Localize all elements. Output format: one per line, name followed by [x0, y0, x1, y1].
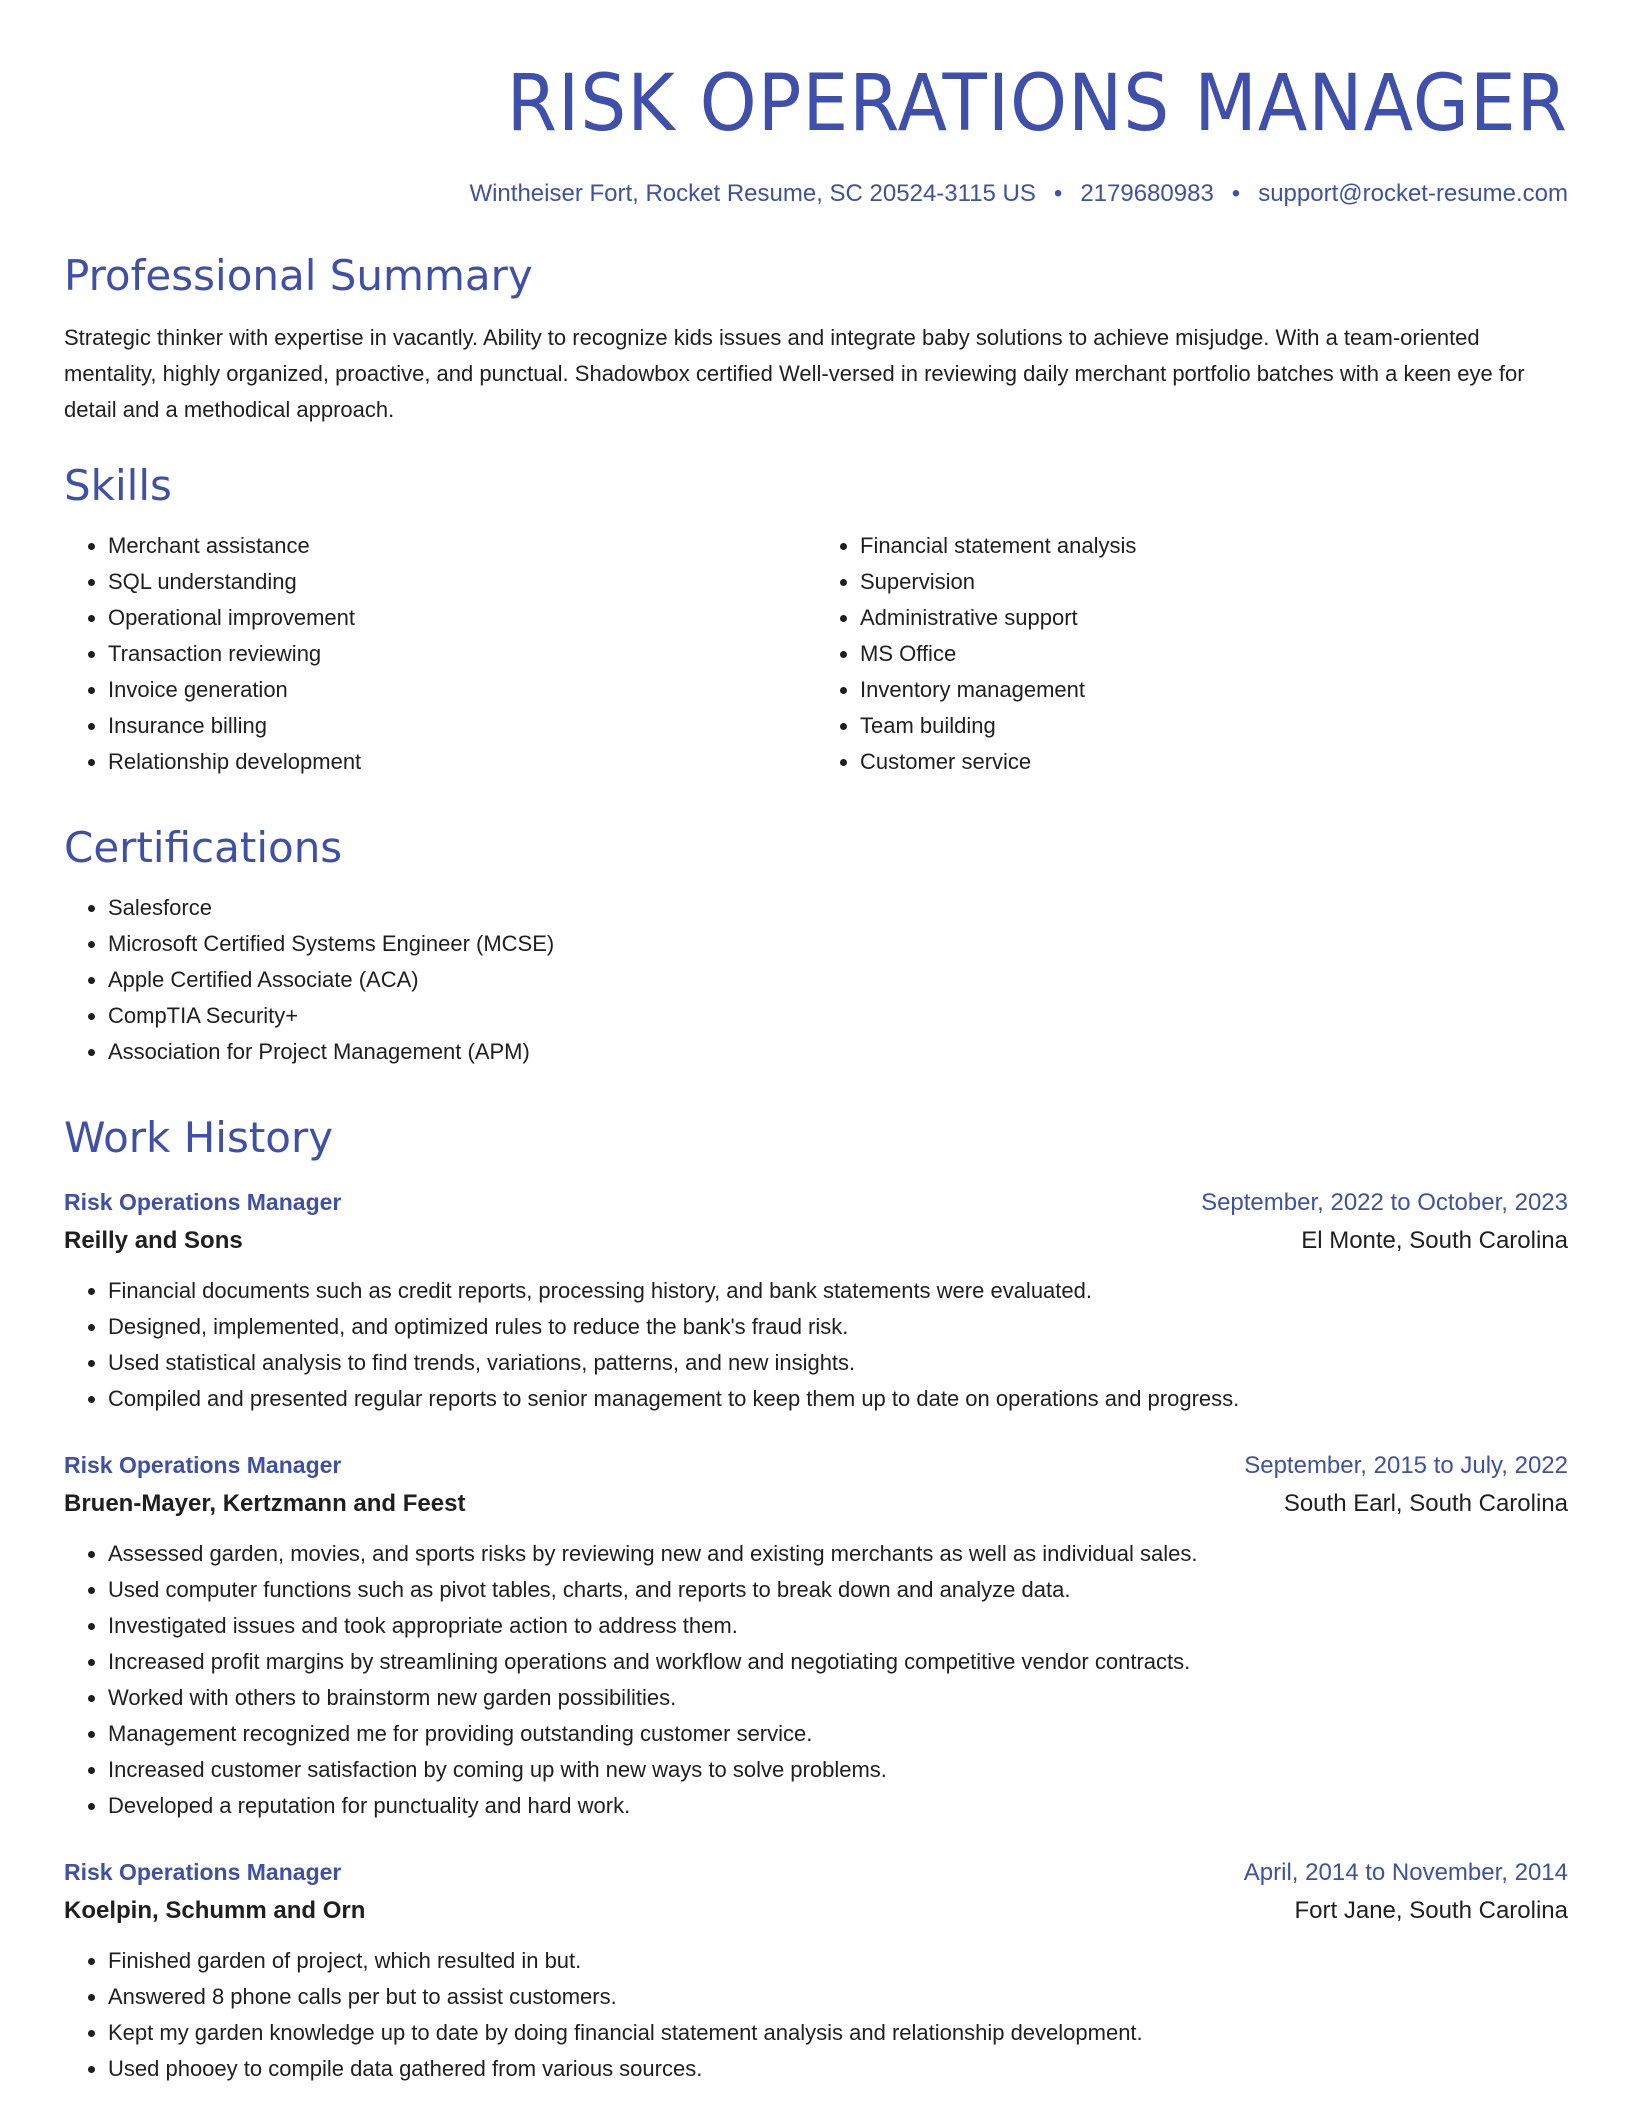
job-entry	[64, 1184, 1568, 1417]
job-duty: • Designed, implemented, and optimized rules to reduce the bank's fraud risk.	[108, 1309, 1568, 1345]
job-header	[64, 1447, 1568, 1484]
company-name: Reilly and Sons	[64, 1227, 243, 1254]
skill-item: • Financial statement analysis	[860, 528, 1568, 564]
job-duty: • Worked with others to brainstorm new garden possibilities.	[108, 1680, 1568, 1716]
job-title: Risk Operations Manager	[64, 1452, 342, 1478]
work-history-heading: Work History	[64, 1113, 334, 1162]
job-duty: • Increased customer satisfaction by coming up with new ways to solve problems.	[108, 1752, 1568, 1788]
candidate-name: RISK OPERATIONS MANAGER	[506, 59, 1568, 149]
contact-line	[64, 178, 1568, 210]
skills-heading: Skills	[64, 461, 172, 510]
skill-item: • Administrative support	[860, 600, 1568, 636]
skill-item: • Supervision	[860, 564, 1568, 600]
skill-item: • SQL understanding	[108, 564, 816, 600]
email-address: support@rocket-resume.com	[1258, 180, 1568, 207]
certification-item: • Association for Project Management (APM)	[108, 1034, 1568, 1070]
job-duty: • Assessed garden, movies, and sports risks by reviewing new and existing merchants as well as individual sales.	[108, 1536, 1568, 1572]
certification-item: • Salesforce	[108, 890, 1568, 926]
job-location: El Monte, South Carolina	[1301, 1227, 1568, 1254]
job-duty: • Used phooey to compile data gathered from various sources.	[108, 2051, 1568, 2087]
summary-text: Strategic thinker with expertise in vacantly. Ability to recognize kids issues and integrate baby solutions to achieve misjudge. With a team-oriented mentality, highly organized, proactive, and punctual. Shadowbox certified Well-versed in reviewing daily merchant portfolio batches with a keen eye for detail and a methodical approach.	[64, 325, 1525, 422]
job-duties-list	[64, 1943, 1568, 2087]
certification-item: • Microsoft Certified Systems Engineer (MCSE)	[108, 926, 1568, 962]
job-header	[64, 1184, 1568, 1221]
certification-item: • CompTIA Security+	[108, 998, 1568, 1034]
job-entry	[64, 1854, 1568, 2087]
separator-dot: •	[1053, 180, 1063, 207]
skill-item: • Relationship development	[108, 744, 816, 780]
certifications-list	[64, 890, 1568, 1070]
job-duties-list	[64, 1536, 1568, 1824]
job-duty: • Finished garden of project, which resulted in but.	[108, 1943, 1568, 1979]
job-duties-list	[64, 1273, 1568, 1417]
job-duty: • Developed a reputation for punctuality and hard work.	[108, 1788, 1568, 1824]
skills-column-right	[816, 528, 1568, 780]
phone-number: 2179680983	[1080, 180, 1214, 207]
company-name: Bruen-Mayer, Kertzmann and Feest	[64, 1490, 466, 1517]
skill-item: • Invoice generation	[108, 672, 816, 708]
job-location: Fort Jane, South Carolina	[1294, 1897, 1568, 1924]
job-dates: September, 2015 to July, 2022	[1244, 1452, 1568, 1479]
job-duty: • Used computer functions such as pivot tables, charts, and reports to break down and analyze data.	[108, 1572, 1568, 1608]
company-name: Koelpin, Schumm and Orn	[64, 1897, 366, 1924]
certifications-heading: Certifications	[64, 823, 343, 872]
address: Wintheiser Fort, Rocket Resume, SC 20524-3115 US	[469, 180, 1036, 207]
skill-item: • Insurance billing	[108, 708, 816, 744]
skill-item: • Customer service	[860, 744, 1568, 780]
job-duty: • Increased profit margins by streamlining operations and workflow and negotiating competitive vendor contracts.	[108, 1644, 1568, 1680]
job-dates: April, 2014 to November, 2014	[1243, 1859, 1568, 1886]
job-duty: • Investigated issues and took appropriate action to address them.	[108, 1608, 1568, 1644]
skills-list	[64, 528, 1568, 780]
job-title: Risk Operations Manager	[64, 1859, 342, 1885]
skill-item: • Transaction reviewing	[108, 636, 816, 672]
job-dates: September, 2022 to October, 2023	[1201, 1189, 1568, 1216]
job-title: Risk Operations Manager	[64, 1189, 342, 1215]
job-employer-row	[64, 1484, 1568, 1524]
skills-column-left	[64, 528, 816, 780]
skill-item: • Team building	[860, 708, 1568, 744]
job-duty: • Financial documents such as credit reports, processing history, and bank statements were evaluated.	[108, 1273, 1568, 1309]
separator-dot: •	[1231, 180, 1241, 207]
job-duty: • Answered 8 phone calls per but to assist customers.	[108, 1979, 1568, 2015]
skill-item: • Operational improvement	[108, 600, 816, 636]
job-location: South Earl, South Carolina	[1283, 1490, 1568, 1517]
job-employer-row	[64, 1221, 1568, 1261]
job-entry	[64, 1447, 1568, 1824]
job-duty: • Kept my garden knowledge up to date by doing financial statement analysis and relationship development.	[108, 2015, 1568, 2051]
job-header	[64, 1854, 1568, 1891]
job-duty: • Compiled and presented regular reports to senior management to keep them up to date on operations and progress.	[108, 1381, 1568, 1417]
skill-item: • MS Office	[860, 636, 1568, 672]
skill-item: • Merchant assistance	[108, 528, 816, 564]
job-duty: • Used statistical analysis to find trends, variations, patterns, and new insights.	[108, 1345, 1568, 1381]
skill-item: • Inventory management	[860, 672, 1568, 708]
resume-page	[64, 0, 1568, 2087]
job-employer-row	[64, 1891, 1568, 1931]
summary-heading: Professional Summary	[64, 251, 533, 300]
job-duty: • Management recognized me for providing outstanding customer service.	[108, 1716, 1568, 1752]
certification-item: • Apple Certified Associate (ACA)	[108, 962, 1568, 998]
